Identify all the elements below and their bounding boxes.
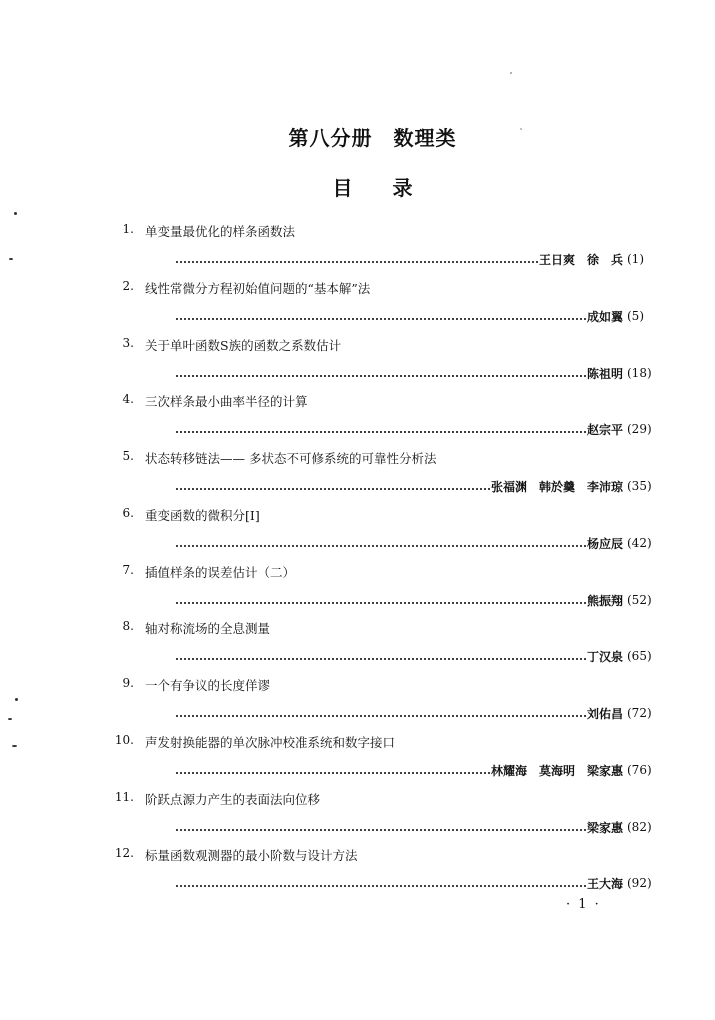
dot-leader <box>175 316 586 322</box>
entry-authors: 成如翼 <box>586 310 623 324</box>
toc-entry <box>0 222 715 278</box>
dot-leader <box>175 543 586 549</box>
entry-authors: 王日爽 徐 兵 <box>538 253 623 267</box>
entry-page: (76) <box>627 763 652 777</box>
volume-title: 第八分册 数理类 <box>288 126 457 150</box>
entry-number: 4. <box>122 392 134 406</box>
entry-leader <box>175 876 623 892</box>
dot-leader <box>175 770 490 776</box>
entry-page: (5) <box>627 309 644 323</box>
contents-heading: 目 录 <box>332 176 413 200</box>
entry-number: 9. <box>122 676 134 690</box>
entry-title: 单变量最优化的样条函数法 <box>145 224 296 239</box>
toc-entry <box>0 676 715 732</box>
dot-leader <box>175 656 586 662</box>
entry-title: 声发射换能器的单次脉冲校准系统和数字接口 <box>145 735 396 750</box>
entry-leader <box>175 763 623 779</box>
entry-number: 1. <box>122 222 134 236</box>
entry-leader <box>175 706 623 722</box>
dot-leader <box>175 486 490 492</box>
dot-leader <box>175 827 586 833</box>
entry-authors: 杨应辰 <box>586 537 623 551</box>
toc-entry <box>0 506 715 562</box>
entry-number: 10. <box>114 733 134 747</box>
entry-leader <box>175 252 623 268</box>
entry-authors: 张福渊 韩於羹 李沛琼 <box>490 480 623 494</box>
entry-page: (65) <box>627 649 652 663</box>
entry-title: 插值样条的误差估计（二） <box>145 565 296 580</box>
scan-speck <box>8 718 12 720</box>
entry-number: 6. <box>122 506 134 520</box>
dot-leader <box>175 259 538 265</box>
entry-title: 轴对称流场的全息测量 <box>145 621 271 636</box>
toc-entry <box>0 846 715 902</box>
entry-title: 状态转移链法—— 多状态不可修系统的可靠性分析法 <box>145 451 437 466</box>
entry-leader <box>175 649 623 665</box>
entry-number: 12. <box>114 846 134 860</box>
entry-authors: 陈祖明 <box>586 367 623 381</box>
scan-speck <box>520 128 522 130</box>
entry-title: 重变函数的微积分[Ⅰ] <box>145 508 260 523</box>
toc-entry <box>0 790 715 846</box>
scan-speck <box>15 698 18 701</box>
entry-title: 阶跃点源力产生的表面法向位移 <box>145 792 321 807</box>
entry-page: (42) <box>627 536 652 550</box>
entry-authors: 梁家惠 <box>586 821 623 835</box>
toc-entry <box>0 563 715 619</box>
dot-leader <box>175 883 586 889</box>
entry-leader <box>175 820 623 836</box>
entry-authors: 丁汉泉 <box>586 650 623 664</box>
scan-speck <box>510 72 512 74</box>
scan-speck <box>9 258 13 260</box>
entry-authors: 刘佑昌 <box>586 707 623 721</box>
toc-entry <box>0 336 715 392</box>
toc-entry <box>0 733 715 789</box>
toc-entry <box>0 392 715 448</box>
entry-title: 一个有争议的长度佯谬 <box>145 678 271 693</box>
entry-number: 2. <box>122 279 134 293</box>
entry-number: 8. <box>122 619 134 633</box>
entry-leader <box>175 366 623 382</box>
entry-title: 线性常微分方程初始值问题的“基本解”法 <box>145 281 371 296</box>
entry-page: (35) <box>627 479 652 493</box>
entry-authors: 王大海 <box>586 877 623 891</box>
entry-number: 7. <box>122 563 134 577</box>
scan-speck <box>12 745 17 747</box>
entry-page: (72) <box>627 706 652 720</box>
toc-entry <box>0 619 715 675</box>
entry-page: (82) <box>627 820 652 834</box>
toc-entry <box>0 449 715 505</box>
page-number: · 1 · <box>566 897 601 912</box>
entry-page: (29) <box>627 422 652 436</box>
entry-leader <box>175 536 623 552</box>
entry-title: 标量函数观测器的最小阶数与设计方法 <box>145 848 358 863</box>
entry-leader <box>175 593 623 609</box>
entry-page: (1) <box>627 252 644 266</box>
dot-leader <box>175 373 586 379</box>
toc-entry <box>0 279 715 335</box>
scan-speck <box>14 212 17 215</box>
entry-number: 3. <box>122 336 134 350</box>
entry-number: 11. <box>114 790 134 804</box>
entry-authors: 熊振翔 <box>586 594 623 608</box>
entry-leader <box>175 479 623 495</box>
dot-leader <box>175 713 586 719</box>
entry-page: (52) <box>627 593 652 607</box>
entry-leader <box>175 309 623 325</box>
entry-authors: 赵宗平 <box>586 423 623 437</box>
dot-leader <box>175 600 586 606</box>
entry-title: 三次样条最小曲率半径的计算 <box>145 394 308 409</box>
entry-leader <box>175 422 623 438</box>
entry-authors: 林耀海 莫海明 梁家惠 <box>490 764 623 778</box>
entry-page: (92) <box>627 876 652 890</box>
entry-title: 关于单叶函数S族的函数之系数估计 <box>145 338 342 353</box>
entry-number: 5. <box>122 449 134 463</box>
dot-leader <box>175 429 586 435</box>
entry-page: (18) <box>627 366 652 380</box>
